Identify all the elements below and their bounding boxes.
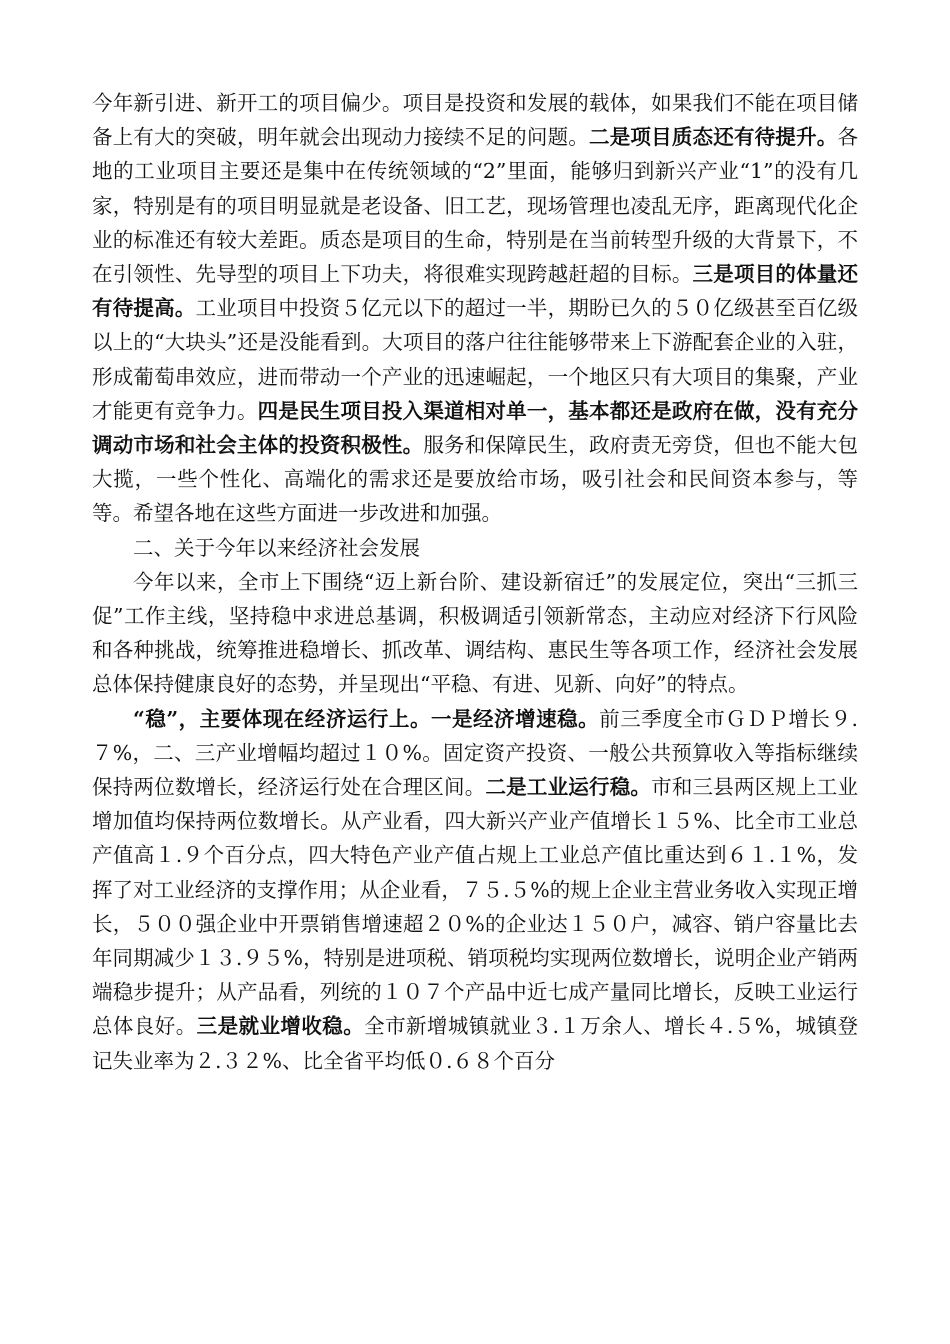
paragraph-text: 全市新增城镇就业３.１万余人、增长４.５%，城镇登记失业率为２.３２%、比全省平均低０.６８个百分 [92, 1014, 859, 1073]
bold-point-quality: 二是项目质态还有待提升。 [589, 125, 838, 150]
paragraph-text: 各地的工业项目主要还是集中在传统领域的“2”里面，能够归到新兴产业“1”的没有几家，特别是有的项目明显就是老设备、旧工艺，现场管理也凌乱无序，距离现代化企业的标准还有较大差距。质态是项目的生命，特别是在当前转型升级的大背景下，不在引领性、先导型的项目上下功夫，将很难实现跨越赶超的目标。 [92, 125, 858, 287]
document-page [92, 86, 858, 1078]
bold-point-livelihood: 四是民生项目投入渠道相对单一，基本都还是政府在做，没有充分调动市场和社会主体的投资积极性。 [92, 398, 859, 458]
bold-point-employment: 三是就业增收稳。 [196, 1014, 365, 1039]
paragraph-text: 服务和保障民生，政府责无旁贷，但也不能大包大揽，一些个性化、高端化的需求还是要放给市场，吸引社会和民间资本参与，等等。希望各地在这些方面进一步改进和加强。 [92, 433, 859, 526]
bold-point-growth: “稳”，主要体现在经济运行上。一是经济增速稳。 [133, 706, 600, 731]
section-heading: 二、关于今年以来经济社会发展 [133, 535, 420, 560]
paragraph-text: 前三季度全市ＧＤＰ增长９.７%，二、三产业增幅均超过１０%。固定资产投资、一般公共预算收入等指标继续保持两位数增长，经济运行处在合理区间。 [92, 706, 858, 800]
paragraph-overview: 今年以来，全市上下围绕“迈上新台阶、建设新宿迁”的发展定位，突出“三抓三促”工作主线，坚持稳中求进总基调，积极调适引领新常态，主动应对经济下行风险和各种挑战，统筹推进稳增长、抓改革、调结构、惠民生等各项工作，经济社会发展总体保持健康良好的态势，并呈现出“平稳、有进、见新、向好”的特点。 [92, 569, 858, 697]
paragraph-text: 市和三县两区规上工业增加值均保持两位数增长。从产业看，四大新兴产业产值增长１５%、比全市工业总产值高１.９个百分点，四大特色产业产值占规上工业总产值比重达到６１.１%，发挥了对工业经济的支撑作用；从企业看，７５.５%的规上企业主营业务收入实现正增长，５００强企业中开票销售增速超２０%的企业达１５０户，减容、销户容量比去年同期减少１３.９５%，特别是进项税、销项税均实现两位数增长，说明企业产销两端稳步提升；从产品看，列统的１０７个产品中近七成产量同比增长，反映工业运行总体良好。 [92, 775, 859, 1039]
bold-point-industry: 二是工业运行稳。 [485, 775, 652, 800]
paragraph-project-issues [92, 86, 858, 531]
paragraph-stability [92, 702, 858, 1078]
paragraph-text: 今年新引进、新开工的项目偏少。项目是投资和发展的载体，如果我们不能在项目储备上有大的突破，明年就会出现动力接续不足的问题。 [92, 91, 858, 150]
bold-point-scale: 三是项目的体量还有待提高。 [92, 262, 859, 321]
paragraph-text: 工业项目中投资５亿元以下的超过一半，期盼已久的５０亿级甚至百亿级以上的“大块头”还是没能看到。大项目的落户往往能够带来上下游配套企业的入驻，形成葡萄串效应，进而带动一个产业的迅速崛起，一个地区只有大项目的集聚，产业才能更有竞争力。 [92, 296, 859, 423]
